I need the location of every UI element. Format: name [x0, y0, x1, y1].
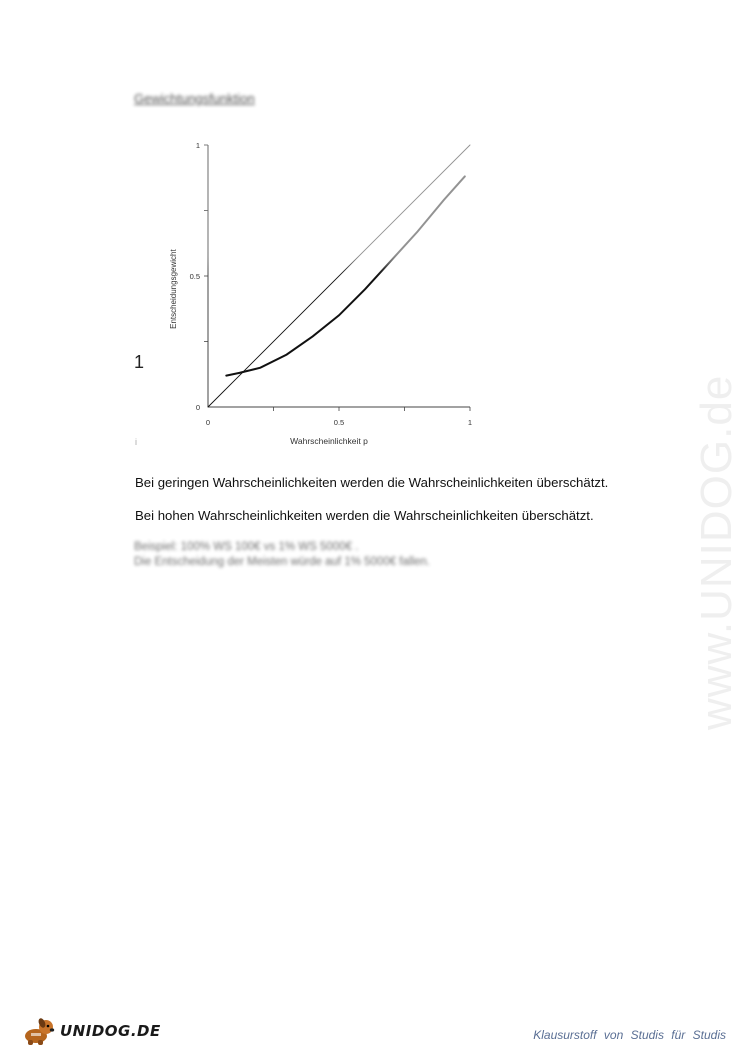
- footer-slogan: Klausurstoff von Studis für Studis: [533, 1028, 726, 1042]
- paragraph-high-probability: Bei hohen Wahrscheinlichkeiten werden die Wahrscheinlichkeiten überschätzt.: [135, 508, 594, 523]
- stray-mark: i: [135, 437, 137, 447]
- dog-mascot-icon: [22, 1016, 56, 1046]
- x-tick-label: 0.5: [333, 418, 345, 427]
- weighting-function-chart: [130, 135, 490, 455]
- y-tick-label: 1: [195, 141, 200, 150]
- footer-logo[interactable]: [22, 1016, 161, 1046]
- example-block: [134, 540, 430, 570]
- logo-text: UNIDOG.DE: [60, 1022, 161, 1040]
- x-tick-label: 0: [205, 418, 211, 427]
- example-line: Beispiel: 100% WS 100€ vs 1% WS 5000€ .: [134, 541, 359, 553]
- blurred-region: [210, 135, 490, 265]
- y-tick-label: 0.5: [189, 272, 200, 281]
- stray-mark: 1: [134, 352, 145, 372]
- x-tick-label: 1: [467, 418, 473, 427]
- x-axis-label: Wahrscheinlichkeit p: [290, 436, 368, 446]
- watermark: www.UNIDOG.de: [692, 374, 741, 730]
- y-axis-label: Entscheidungsgewicht: [169, 249, 178, 329]
- y-tick-label: 0: [195, 403, 200, 412]
- example-line: Die Entscheidung der Meisten würde auf 1% 5000€ fallen.: [134, 556, 430, 568]
- paragraph-low-probability: Bei geringen Wahrscheinlichkeiten werden die Wahrscheinlichkeiten überschätzt.: [135, 475, 609, 490]
- section-title: Gewichtungsfunktion: [134, 91, 255, 106]
